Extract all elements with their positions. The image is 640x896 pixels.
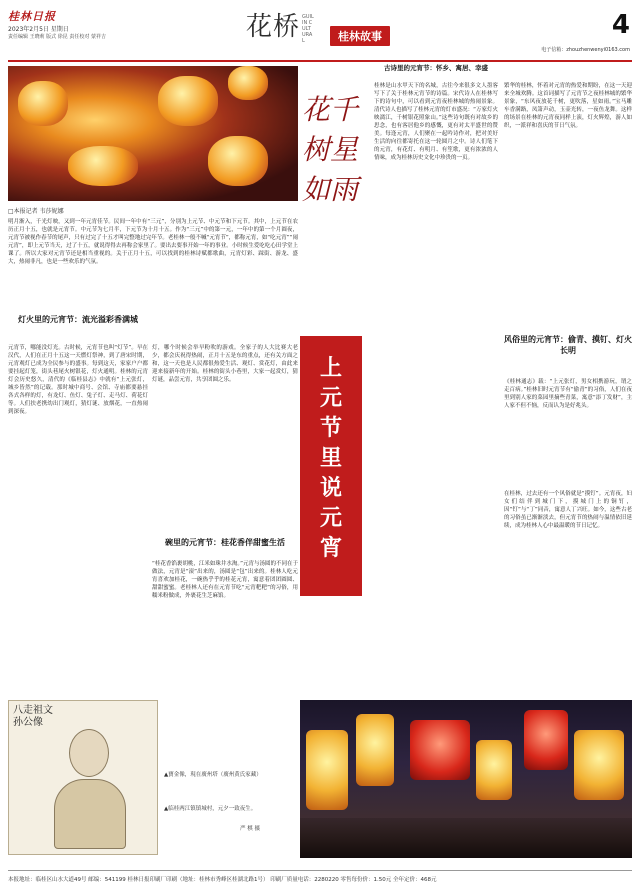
article-column-right-d: 在桂林，过去还有一个风俗就是“摸钉”。元宵夜，妇女们结伴到城门下，摸城门上的铜钉，因“钉”与“丁”同音，寓意人丁兴旺。如今，这些古老的习俗虽已渐渐淡去，但元宵节的热闹与温情依旧延续，成为桂林人心中最温暖的节日记忆。 (504, 491, 632, 529)
headline-char: 里 (319, 446, 342, 471)
headline-char: 元 (319, 506, 342, 531)
article-column-middle: 灯，哪个时候会举早粉吹的游戏。全家子的人大比赛大老少，都会庆祝得热闹，正月十五是东的重点，还有关方面之和，这一天也是人民都很热爱生活、观灯、赏花灯，由此来迎来接新年的开始。桂林的街头小巷里，大家一起赏灯，猜灯谜，品尝元宵，共享团圆之乐。 (152, 345, 298, 383)
portrait-robe (54, 779, 126, 849)
editors-line: 责任编辑 王晓莉 版式 徐昆 责任校对 蒙祥吉 (8, 34, 106, 40)
headline-char: 宵 (319, 536, 342, 561)
subhead-lanterns: 灯火里的元宵节：流光溢彩香满城 (18, 315, 138, 324)
photo-credit: 严 棋 摄 (240, 826, 260, 832)
lantern-icon (68, 146, 138, 186)
lantern-photo-top (8, 66, 298, 201)
crowd-silhouette (300, 818, 632, 858)
lantern-icon (228, 66, 268, 100)
headline-char: 上 (319, 356, 342, 381)
lantern-icon (208, 136, 268, 186)
headline-char: 说 (319, 476, 342, 501)
headline-char: 元 (319, 386, 342, 411)
article-column-left: 元宵节，哪能没灯光。古时候，元宵节也叫“灯节”。早在汉代，人们在正月十五这一天燃灯祭神，到了唐宋时期，元宵观灯已成为全民参与的盛事。每到这天，家家户户都要挂起灯笼，街头巷尾火树银花，灯火通明。桂林的元宵灯会历史悠久，清代的《临桂县志》中就有“上元张灯，城乡皆然”的记载。那时城中商号、会馆、寺庙都要悬挂各式各样的灯，有龙灯、鱼灯、兔子灯、走马灯、荷花灯等。人们扶老携幼出门观灯，猜灯谜、放烟花，一直热闹到深夜。 (8, 345, 148, 415)
lantern-icon (410, 720, 470, 780)
portrait-inscription: 八走祖文孙公像 (13, 705, 53, 728)
headline-char: 节 (319, 416, 342, 441)
footer-imprint: 本报地址：临桂区山水大道49号 邮编：541199 桂林日报印刷厂印刷（地址：桂林市秀峰区桂湖北路1号） 印刷厂质量电话：2280220 零售每份价：1.50元 全年定价：468元 (8, 870, 632, 883)
ancestor-portrait (8, 700, 158, 855)
lantern-icon (18, 81, 68, 126)
column-tag: 桂林故事 (330, 26, 390, 46)
article-column-right-c: 《桂林通志》载：“上元张灯，男女相携游玩，谓之走百病。”桂林旧时元宵节有“偷青”的习俗，人们在夜里到别人家的菜园里摘些青菜，寓意“添丁发财”，主人家不但不恼，反而认为是好兆头。 (504, 379, 632, 409)
contact-email: 电子信箱：zhouzhenwenyi0163.com (541, 47, 630, 53)
portrait-face (69, 729, 109, 777)
bottom-photo-caption: ▲临桂两江镇镇城村，元夕一致夜生。 (164, 806, 257, 812)
section-title: 花桥 (246, 12, 301, 42)
calligraphy-title: 花千树星如雨 (301, 93, 358, 206)
lantern-icon (158, 76, 218, 126)
subhead-customs: 风俗里的元宵节：偷青、摸钉、灯火长明 (504, 335, 632, 355)
lantern-icon (356, 714, 394, 786)
article-column-right-a: 桂林是山水甲天下的名城，古往今来很多文人墨客写下了关于桂林元宵节的诗篇。宋代诗人在桂林写下的诗句中，可以看到元宵夜桂林城的热闹景象。清代诗人也描写了桂林元宵的灯市盛况：“万家灯火映漓江，千树银花照象山。”这些诗句既有对故乡的思念，也有客居他乡的感慨，更有对太平盛世的赞美。每逢元宵，人们聚在一起吟诗作对，把对美好生活的向往都寄托在这一轮圆月之中。诗人们笔下的元宵，有花灯、有明月、有笙歌，更有浓浓的人情味，成为桂林历史文化中珍贵的一页。 (374, 83, 498, 161)
article-column-middle-2: “桂花香馅裹胡桃，江米如珠井水淘。”元宵与汤圆的不同在于做法，元宵是“滚”出来的，汤圆是“包”出来的。桂林人吃元宵喜欢加桂花，一碗热乎乎的桂花元宵，寓意着团团圆圆、甜甜蜜蜜。老桂林人还有在元宵节吃“元宵粑粑”的习俗，用糯米粉做成，外裹花生芝麻馅。 (152, 561, 298, 599)
masthead (0, 0, 640, 64)
lantern-photo-bottom (300, 700, 632, 858)
header-divider (8, 60, 632, 62)
portrait-caption: ▲寶金像，現在廣州塔（廣州黄氏家藏） (164, 772, 262, 778)
issue-date: 2023年2月5日 星期日 (8, 26, 69, 33)
page-number: 4 (611, 10, 630, 40)
lantern-icon (476, 740, 512, 800)
paper-name: 桂林日报 (8, 10, 56, 23)
section-subtitle: GUILIN CULTURAL (302, 14, 314, 44)
author-credit: □本报记者 韦莎妮娜 (8, 208, 64, 215)
article-column-right-b: 繁华的桂林，怀着对元宵的热爱和期盼，在这一天迎来全城欢腾。这首词描写了元宵节之夜桂林城的繁华景象，“东风夜放花千树，更吹落，星如雨。”宝马雕车香满路，凤箫声动，玉壶光转，一夜鱼龙舞。这样的场景在桂林的元宵夜同样上演，灯火辉煌，游人如织，一派祥和喜庆的节日气氛。 (504, 83, 632, 129)
intro-paragraph: 明月渐入，千光灯映，又到一年元宵佳节。民间一年中有“三元”，分别为上元节、中元节和下元节。其中，上元节在农历正月十五，也就是元宵节。中元节为七月半，下元节为十月十五。作为“三元”中的第一元，一年中的第一个月圆夜，元宵节被视作春节的尾声，只有过完了十五才叫完整地过完年节。老桂林一般不喊“元宵节”，都称元宵，如“吃元宵”“闹元宵”，即上元节当天，过了十五，就说得得去再称会家里了。要出去要事开始一年的事业。小时候生爱吃吃心田学堂上课了。所以大家对元宵节还是相当重视的。关于正月十五，可以找到的桂林诗赋都歌曲，元宵灯彩、踩街、游龙、盛大，热闹非凡，也是一些欢乐的气氛。 (8, 219, 298, 265)
subhead-poetry: 古诗里的元宵节：怀乡、寓居、幸盛 (384, 64, 488, 72)
lantern-icon (524, 710, 568, 770)
main-headline (300, 336, 362, 596)
lantern-icon (574, 730, 624, 800)
lantern-icon (306, 730, 348, 810)
subhead-food: 碗里的元宵节：桂花香伴甜蜜生活 (165, 538, 285, 547)
